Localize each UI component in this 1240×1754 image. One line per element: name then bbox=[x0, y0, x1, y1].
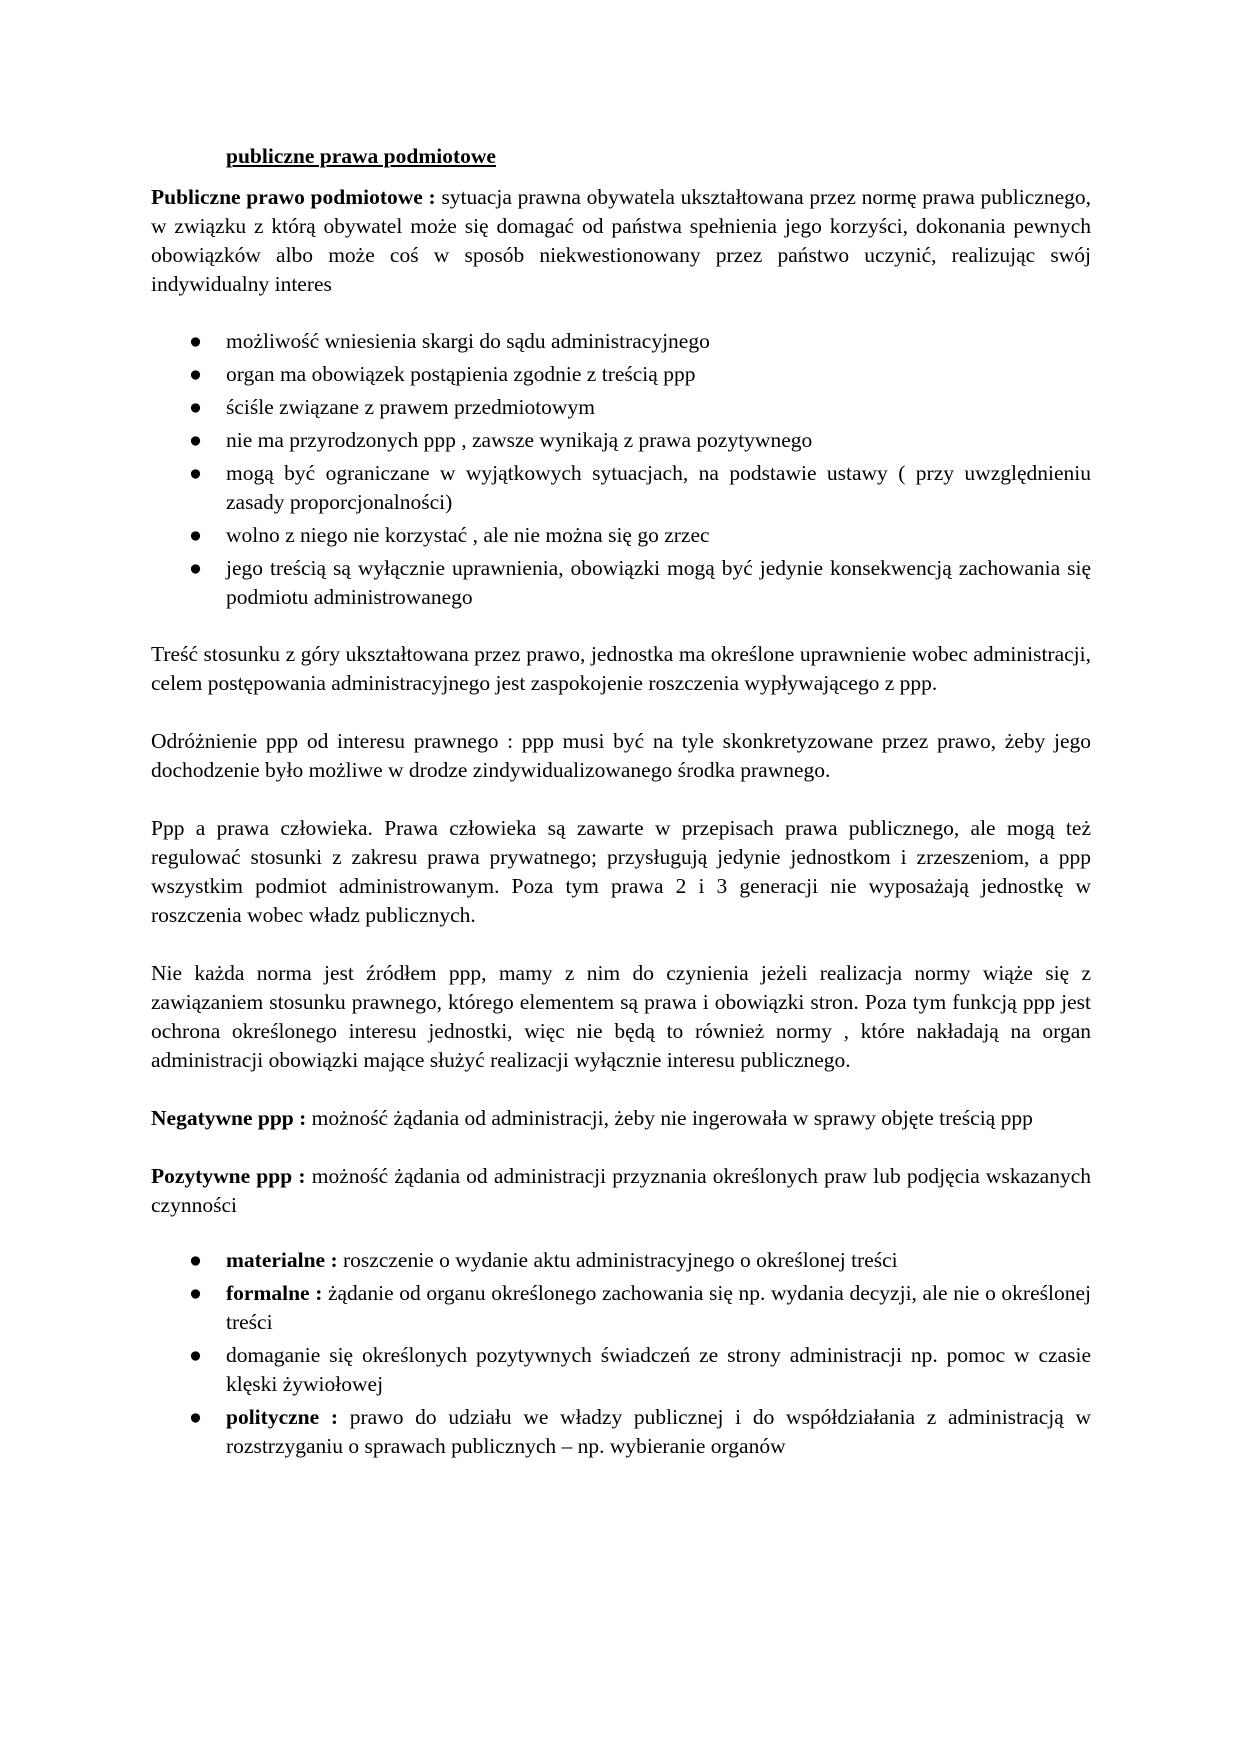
paragraph-norm-source: Nie każda norma jest źródłem ppp, mamy z nim do czynienia jeżeli realizacja normy wiąże się z zawiązaniem stosunku prawnego, którego elementem są prawa i obowiązki stron. Poza tym funkcją ppp jest ochrona określonego interesu jednostki, więc nie będą to również normy , które nakładają na organ administracji obowiązki mające służyć realizacji wyłącznie interesu publicznego. bbox=[151, 961, 1091, 1072]
features-list bbox=[151, 327, 1091, 612]
bullet-icon: ● bbox=[189, 428, 202, 452]
list-item bbox=[151, 1279, 1091, 1337]
bullet-icon: ● bbox=[189, 556, 202, 580]
type-text: domaganie się określonych pozytywnych świadczeń ze strony administracji np. pomoc w czasie klęski żywiołowej bbox=[226, 1343, 1091, 1396]
list-item bbox=[151, 393, 1091, 422]
list-item bbox=[151, 1403, 1091, 1461]
paragraph-human-rights: Ppp a prawa człowieka. Prawa człowieka są zawarte w przepisach prawa publicznego, ale mogą też regulować stosunki z zakresu prawa prywatnego; przysługują jedynie jednostkom i zrzeszeniom, a ppp wszystkim podmiot administrowanym. Poza tym prawa 2 i 3 generacji nie wyposażają jednostkę w roszczenia wobec władz publicznych. bbox=[151, 816, 1091, 927]
paragraph-relation: Treść stosunku z góry ukształtowana przez prawo, jednostka ma określone uprawnienie wobec administracji, celem postępowania administracyjnego jest zaspokojenie roszczenia wypływającego z ppp. bbox=[151, 642, 1091, 695]
intro-paragraph bbox=[151, 183, 1091, 299]
intro-text: sytuacja prawna obywatela ukształtowana przez normę prawa publicznego, w związku z którą obywatel może się domagać od państwa spełnienia jego korzyści, dokonania pewnych obowiązków albo może coś w sposób niekwestionowany przez państwo uczynić, realizując swój indywidualny interes bbox=[151, 185, 1091, 296]
type-text: prawo do udziału we władzy publicznej i do współdziałania z administracją w rozstrzyganiu o sprawach publicznych – np. wybieranie organów bbox=[226, 1405, 1091, 1458]
type-term: materialne : bbox=[226, 1248, 338, 1272]
document-title: publiczne prawa podmiotowe bbox=[226, 144, 496, 168]
positive-text: możność żądania od administracji przyznania określonych praw lub podjęcia wskazanych czynności bbox=[151, 1164, 1091, 1217]
list-item bbox=[151, 1341, 1091, 1399]
list-item bbox=[151, 459, 1091, 517]
list-item bbox=[151, 554, 1091, 612]
negative-text: możność żądania od administracji, żeby nie ingerowała w sprawy objęte treścią ppp bbox=[306, 1106, 1033, 1130]
bullet-icon: ● bbox=[189, 1281, 202, 1305]
list-item bbox=[151, 327, 1091, 356]
list-item bbox=[151, 426, 1091, 455]
paragraph-distinction: Odróżnienie ppp od interesu prawnego : ppp musi być na tyle skonkretyzowane przez prawo, żeby jego dochodzenie było możliwe w drodze zindywidualizowanego środka prawnego. bbox=[151, 729, 1091, 782]
type-term: polityczne : bbox=[226, 1405, 339, 1429]
list-item bbox=[151, 360, 1091, 389]
type-term: formalne : bbox=[226, 1281, 323, 1305]
paragraph-negative-ppp bbox=[151, 1104, 1091, 1133]
document-page bbox=[151, 142, 1091, 1465]
types-list bbox=[151, 1246, 1091, 1461]
list-item-text: wolno z niego nie korzystać , ale nie można się go zrzec bbox=[226, 523, 710, 547]
bullet-icon: ● bbox=[189, 362, 202, 386]
list-item-text: jego treścią są wyłącznie uprawnienia, obowiązki mogą być jedynie konsekwencją zachowania się podmiotu administrowanego bbox=[226, 556, 1091, 609]
list-item-text: nie ma przyrodzonych ppp , zawsze wynikają z prawa pozytywnego bbox=[226, 428, 813, 452]
bullet-icon: ● bbox=[189, 523, 202, 547]
list-item-text: organ ma obowiązek postąpienia zgodnie z treścią ppp bbox=[226, 362, 696, 386]
bullet-icon: ● bbox=[189, 329, 202, 353]
bullet-icon: ● bbox=[189, 395, 202, 419]
bullet-icon: ● bbox=[189, 461, 202, 485]
bullet-icon: ● bbox=[189, 1248, 202, 1272]
intro-term: Publiczne prawo podmiotowe : bbox=[151, 185, 436, 209]
list-item bbox=[151, 1246, 1091, 1275]
bullet-icon: ● bbox=[189, 1405, 202, 1429]
list-item-text: ściśle związane z prawem przedmiotowym bbox=[226, 395, 595, 419]
list-item-text: możliwość wniesienia skargi do sądu administracyjnego bbox=[226, 329, 710, 353]
negative-term: Negatywne ppp : bbox=[151, 1106, 307, 1130]
list-item-text: mogą być ograniczane w wyjątkowych sytuacjach, na podstawie ustawy ( przy uwzględnieniu zasady proporcjonalności) bbox=[226, 461, 1091, 514]
bullet-icon: ● bbox=[189, 1343, 202, 1367]
paragraph-positive-ppp bbox=[151, 1162, 1091, 1220]
list-item bbox=[151, 521, 1091, 550]
positive-term: Pozytywne ppp : bbox=[151, 1164, 306, 1188]
type-text: roszczenie o wydanie aktu administracyjnego o określonej treści bbox=[337, 1248, 898, 1272]
type-text: żądanie od organu określonego zachowania się np. wydania decyzji, ale nie o określonej treści bbox=[226, 1281, 1091, 1334]
